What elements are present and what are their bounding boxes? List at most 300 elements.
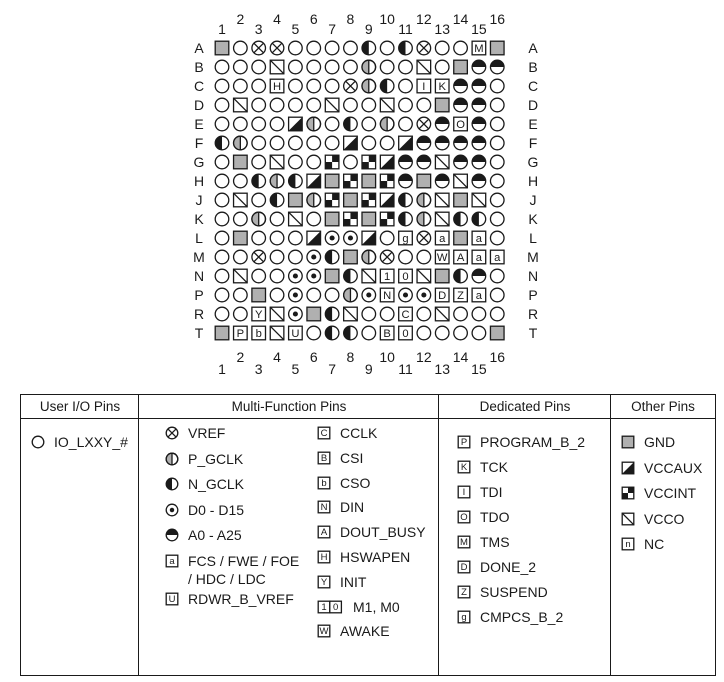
row-label-left: E [194,116,204,132]
labeled-pin-a-icon [490,250,504,264]
io-pin-circle [344,41,358,55]
labeled-pin-I-icon [417,79,431,93]
io-pin-circle [307,41,321,55]
pgclk-pin-icon-legend-icon [165,452,179,466]
io-pin-circle [472,326,486,340]
legend-item-suspend [457,583,548,601]
legend-label: DIN [340,499,365,516]
legend-label: P_GCLK [188,450,244,467]
svg-text:P: P [236,327,245,340]
legend-label: VCCINT [644,485,697,501]
gnd-pin-square [454,60,468,74]
io-pin-circle [215,155,229,169]
row-label-left: B [194,59,204,75]
pgclk-pin-icon [380,117,394,131]
labeled-P-legend-icon [457,435,471,449]
legend-label: DONE_2 [480,559,537,575]
labeled-N-legend-icon [317,500,331,514]
io-pin-circle [270,250,284,264]
io-pin-circle [325,288,339,302]
vref-pin-icon [417,117,431,131]
legend-item-m1-m0 [317,598,400,616]
ngclk-pin-icon [325,307,339,321]
row-label-right: F [528,135,538,151]
labeled-pin-b-icon [252,326,266,340]
addr-pin-icon [417,155,431,169]
svg-text:C: C [401,308,410,321]
vccaux-pin-icon [380,155,394,169]
legend-item-nc [621,535,664,553]
svg-text:a: a [475,251,483,264]
vccaux-pin-icon [307,231,321,245]
labeled-n-legend-icon [621,537,635,551]
io-pin-circle [215,250,229,264]
labeled-pin-D-icon [435,288,449,302]
vccaux-pin-icon [344,136,358,150]
svg-text:I: I [422,80,426,93]
io-pin-circle [417,326,431,340]
svg-text:g: g [461,612,467,624]
io-pin-circle [234,307,248,321]
labeled-pin-P-icon [234,326,248,340]
vcco-pin-icon [234,98,248,112]
addr-pin-icon [454,155,468,169]
io-pin-circle [252,98,266,112]
gnd-pin-square [362,212,376,226]
io-pin-circle [417,307,431,321]
vcco-pin-icon [270,307,284,321]
column-label-top: 4 [273,11,281,27]
gnd-pin-square [215,326,229,340]
row-label-right: K [528,211,538,227]
column-label-top: 8 [346,11,355,27]
svg-text:O: O [456,118,465,131]
legend-label: FCS / FWE / FOE / HDC / LDC [188,552,300,587]
legend-item-gnd [621,433,675,451]
gnd-pin-square [234,231,248,245]
vref-pin-icon [417,231,431,245]
gnd-pin-square [344,193,358,207]
gnd-pin-square [454,193,468,207]
legend-label: HSWAPEN [340,549,411,565]
labeled-B-legend-icon [317,451,331,465]
ngclk-pin-icon [399,41,413,55]
io-pin-circle [252,193,266,207]
io-pin-circle [490,193,504,207]
legend-item-vccaux [621,459,702,477]
ngclk-pin-icon [344,326,358,340]
legend-label: CSO [340,474,371,491]
legend-item-vref [165,424,225,442]
vref-pin-icon [380,250,394,264]
svg-text:A: A [320,527,328,539]
io-pin-circle [215,193,229,207]
io-pin-circle [252,231,266,245]
vcco-pin-icon [435,193,449,207]
svg-text:H: H [320,552,328,564]
ngclk-pin-icon [454,269,468,283]
io-pin-circle [307,136,321,150]
labeled-pin-C-icon [399,307,413,321]
legend-item-cclk [317,424,377,442]
labeled-pin-O-icon [454,117,468,131]
ngclk-pin-icon [252,174,266,188]
io-pin-circle [234,79,248,93]
column-label-top: 15 [471,21,487,37]
vref-pin-icon [252,250,266,264]
labeled-A-legend-icon [317,525,331,539]
labeled-pin-K-icon [435,79,449,93]
vcco-pin-icon [417,60,431,74]
gnd-pin-square [215,41,229,55]
labeled-pin-M-icon [472,41,486,55]
addr-pin-icon-legend-icon [165,528,179,542]
io-pin-circle [490,98,504,112]
io-pin-circle [289,60,303,74]
divider [138,395,139,675]
pgclk-pin-icon [417,212,431,226]
io-pin-circle [362,98,376,112]
legend-label: D0 - D15 [188,501,245,518]
legend-label: A0 - A25 [188,527,242,543]
column-label-top: 3 [254,21,263,37]
io-pin-circle [435,60,449,74]
io-pin-circle [417,250,431,264]
io-pin-circle [215,307,229,321]
io-pin-circle [435,41,449,55]
labeled-g-legend-icon [457,610,471,624]
vcco-pin-icon-legend-icon [621,512,635,526]
svg-text:a: a [475,289,483,302]
io-pin-circle [215,79,229,93]
data-pin-icon [362,288,376,302]
row-label-left: D [193,97,205,113]
row-label-left: F [194,135,204,151]
io-pin-circle [380,60,394,74]
pgclk-pin-icon [307,117,321,131]
column-label-bottom: 10 [379,349,395,365]
row-label-right: P [528,287,538,303]
io-pin-circle [325,60,339,74]
legend-label: M1, M0 [353,598,400,615]
row-label-left: N [193,268,205,284]
io-pin-circle [252,155,266,169]
labeled-pin-1-icon [380,269,394,283]
svg-text:0: 0 [402,327,409,340]
labeled-10-legend-icon [317,600,344,614]
column-label-bottom: 16 [489,349,506,365]
column-label-top: 6 [309,11,318,27]
vccaux-pin-icon [289,117,303,131]
row-label-right: T [528,325,538,341]
vcco-pin-icon [270,60,284,74]
legend-label: CMPCS_B_2 [480,609,564,625]
data-pin-icon [344,231,358,245]
row-label-left: K [194,211,204,227]
addr-pin-icon [472,136,486,150]
labeled-pin-a-icon [472,288,486,302]
column-label-top: 1 [218,21,226,37]
io-pin-circle [380,136,394,150]
svg-text:B: B [320,453,328,465]
legend-label: DOUT_BUSY [340,524,426,541]
legend-item-fcs-fwe-foe-hdc-ldc [165,552,299,588]
io-pin-circle [362,307,376,321]
data-pin-icon [289,269,303,283]
io-pin-circle [270,269,284,283]
legend-item-cso [317,474,370,492]
labeled-I-legend-icon [457,485,471,499]
legend-label: TDO [480,509,510,525]
io-pin-circle [307,288,321,302]
legend-label: GND [644,434,676,450]
legend-item-csi [317,449,363,467]
legend-label: INIT [340,573,367,590]
legend-item-awake [317,622,390,640]
row-label-left: T [194,325,204,341]
addr-pin-icon [454,136,468,150]
io-pin-circle [234,60,248,74]
vref-pin-icon [252,41,266,55]
io-pin-circle [325,41,339,55]
labeled-pin-0-icon [399,269,413,283]
data-pin-icon [289,307,303,321]
ngclk-pin-icon [399,212,413,226]
gnd-pin-square [289,193,303,207]
svg-text:A: A [456,251,465,264]
legend-label: CSI [340,449,364,466]
io-pin-circle [344,60,358,74]
addr-pin-icon [472,60,486,74]
legend-label: PROGRAM_B_2 [480,434,586,450]
io-pin-circle [490,174,504,188]
vccint-pin-icon [325,193,339,207]
gnd-pin-square [307,307,321,321]
vref-pin-icon-legend-icon [165,426,179,440]
io-pin-circle [399,79,413,93]
vccint-pin-icon [344,212,358,226]
pgclk-pin-icon [362,60,376,74]
ngclk-pin-icon [325,326,339,340]
io-pin-circle [234,250,248,264]
ngclk-pin-icon [380,79,394,93]
pgclk-pin-icon [234,136,248,150]
ngclk-pin-icon [344,117,358,131]
column-label-bottom: 11 [398,361,413,377]
row-label-right: L [529,230,537,246]
gnd-pin-square-legend-icon [621,435,635,449]
addr-pin-icon [399,174,413,188]
row-label-right: D [527,97,539,113]
gnd-pin-square [417,174,431,188]
io-pin-circle [325,79,339,93]
labeled-pin-A-icon [454,250,468,264]
legend-label: AWAKE [340,623,390,640]
vcco-pin-icon [472,193,486,207]
gnd-pin-square [325,269,339,283]
labeled-pin-Y-icon [252,307,266,321]
io-pin-circle [234,117,248,131]
io-pin-circle [234,212,248,226]
labeled-U-legend-icon [165,592,179,606]
gnd-pin-square [344,250,358,264]
column-label-bottom: 5 [291,361,300,377]
vccaux-pin-icon [307,174,321,188]
legend-label: CCLK [340,425,378,441]
vccaux-pin-icon-legend-icon [621,461,635,475]
divider [438,395,439,675]
io-pin-circle [472,307,486,321]
column-label-bottom: 3 [254,361,263,377]
io-pin-circle [234,288,248,302]
ngclk-pin-icon [399,193,413,207]
svg-text:N: N [320,502,328,514]
svg-text:W: W [319,626,329,638]
addr-pin-icon [472,98,486,112]
column-label-top: 7 [328,21,336,37]
ngclk-pin-icon [454,212,468,226]
io-pin-circle [270,136,284,150]
legend-item-done-2 [457,558,536,576]
labeled-H-legend-icon [317,550,331,564]
vccint-pin-icon-legend-icon [621,486,635,500]
vcco-pin-icon [380,98,394,112]
io-pin-circle [490,117,504,131]
io-pin-circle [399,60,413,74]
gnd-pin-square [454,231,468,245]
svg-text:b: b [255,327,262,340]
addr-pin-icon [472,79,486,93]
labeled-b-legend-icon [317,476,331,490]
legend-item-rdwr-b-vref [165,590,294,608]
vcco-pin-icon [435,307,449,321]
data-pin-icon-legend-icon [165,503,179,517]
addr-pin-icon [399,155,413,169]
row-label-right: R [527,306,539,322]
labeled-pin-Z-icon [454,288,468,302]
data-pin-icon [307,269,321,283]
row-label-right: G [527,154,539,170]
svg-text:1: 1 [384,270,391,283]
row-label-right: M [527,249,539,265]
svg-text:Y: Y [254,308,263,321]
io-pin-circle [454,41,468,55]
labeled-M-legend-icon [457,535,471,549]
column-label-bottom: 14 [452,349,469,365]
io-pin-circle [307,155,321,169]
labeled-Y-legend-icon [317,575,331,589]
vcco-pin-icon [454,174,468,188]
labeled-pin-W-icon [435,250,449,264]
addr-pin-icon [472,174,486,188]
column-label-bottom: 6 [309,349,318,365]
labeled-pin-0-icon [399,326,413,340]
io-pin-circle [490,136,504,150]
io-pin-circle [289,98,303,112]
ngclk-pin-icon [270,193,284,207]
io-pin-circle [380,231,394,245]
labeled-pin-a-icon [472,250,486,264]
pgclk-pin-icon [362,250,376,264]
ngclk-pin-icon [215,136,229,150]
svg-text:B: B [383,327,391,340]
svg-text:D: D [438,289,447,302]
legend-item-n-gclk [165,475,244,493]
column-label-top: 11 [398,21,413,37]
vccint-pin-icon [325,155,339,169]
addr-pin-icon [435,117,449,131]
vccaux-pin-icon [399,136,413,150]
ngclk-pin-icon [472,212,486,226]
data-pin-icon [325,231,339,245]
pgclk-pin-icon [344,288,358,302]
svg-text:K: K [460,462,468,474]
io-pin-circle [215,98,229,112]
io-pin-circle [362,136,376,150]
header-dedicated: Dedicated Pins [439,395,611,419]
labeled-pin-g-icon [399,231,413,245]
gnd-pin-square [252,288,266,302]
io-pin-circle [215,60,229,74]
data-pin-icon [289,288,303,302]
io-pin-circle [490,288,504,302]
pgclk-pin-icon [307,193,321,207]
vcco-pin-icon [289,212,303,226]
io-pin-circle [307,98,321,112]
column-label-bottom: 1 [218,361,226,377]
labeled-pin-H-icon [270,79,284,93]
io-pin-circle [490,79,504,93]
svg-text:a: a [475,232,483,245]
vcco-pin-icon [417,269,431,283]
gnd-pin-square [490,41,504,55]
vccaux-pin-icon [362,231,376,245]
addr-pin-icon [417,136,431,150]
ngclk-pin-icon [289,174,303,188]
vref-pin-icon [417,41,431,55]
svg-text:g: g [402,232,409,245]
labeled-W-legend-icon [317,624,331,638]
io-pin-circle [234,174,248,188]
io-pin-circle [289,136,303,150]
row-label-right: H [527,173,539,189]
addr-pin-icon [435,136,449,150]
io-pin-circle [270,231,284,245]
vcco-pin-icon [234,269,248,283]
gnd-pin-square [362,174,376,188]
io-pin-circle [252,60,266,74]
svg-text:M: M [474,42,484,55]
row-label-left: G [193,154,205,170]
legend-label: IO_LXXY_# [54,434,128,450]
io-pin-circle [270,98,284,112]
svg-text:K: K [438,80,446,93]
legend-item-io-lxxy [31,433,128,451]
svg-text:a: a [494,251,501,264]
legend-item-a0-a25 [165,526,242,544]
svg-text:Z: Z [457,289,464,302]
gnd-pin-square [325,174,339,188]
io-pin-circle [325,136,339,150]
legend-item-din [317,498,364,516]
io-pin-circle [270,117,284,131]
addr-pin-icon [490,60,504,74]
ngclk-pin-icon [325,250,339,264]
row-label-left: C [193,78,205,94]
addr-pin-icon [472,155,486,169]
column-label-top: 5 [291,21,300,37]
labeled-pin-B-icon [380,326,394,340]
